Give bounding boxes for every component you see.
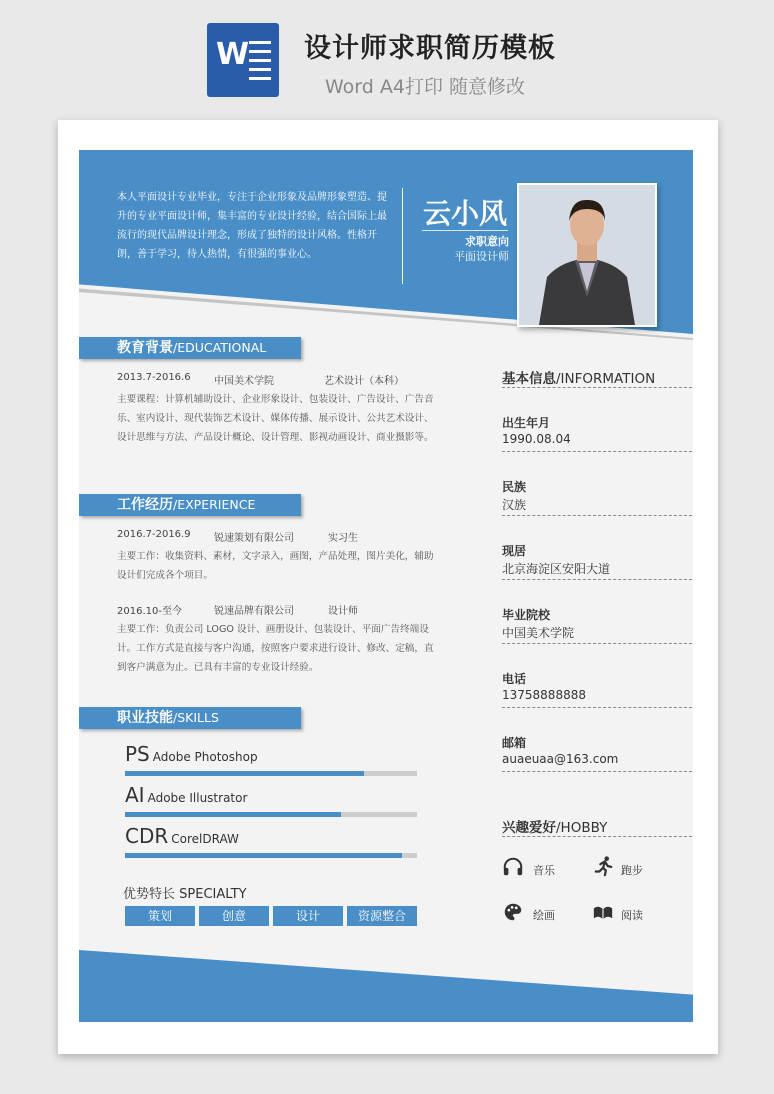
skill-bar bbox=[125, 812, 417, 817]
experience-role: 设计师 bbox=[328, 606, 358, 617]
hobby-label: 阅读 bbox=[621, 909, 643, 922]
skill-item bbox=[125, 783, 247, 807]
bottom-banner bbox=[79, 950, 693, 1022]
resume-canvas bbox=[79, 150, 693, 1022]
resume-paper bbox=[58, 120, 718, 1054]
education-courses: 主要课程：计算机辅助设计、企业形象设计、包装设计、广告设计、广告音乐、室内设计、现代装饰艺术设计、媒体传播、展示设计、公共艺术设计、设计思维与方法、产品设计概论、设计管理、影视动画设计、商业摄影等。 bbox=[117, 394, 434, 443]
template-title: 设计师求职简历模板 bbox=[304, 33, 556, 64]
info-label: 出生年月 bbox=[502, 416, 551, 430]
experience-period: 2016.10-至今 bbox=[117, 606, 182, 617]
experience-company: 锐速品牌有限公司 bbox=[214, 606, 294, 617]
info-label: 邮箱 bbox=[502, 736, 527, 750]
skill-name: Adobe Illustrator bbox=[147, 791, 248, 805]
skills-header: 职业技能/SKILLS bbox=[79, 707, 301, 729]
experience-row bbox=[117, 529, 358, 544]
job-intent-value: 平面设计师 bbox=[454, 250, 509, 263]
specialty-tag: 设计 bbox=[273, 906, 343, 926]
info-label: 民族 bbox=[502, 480, 527, 494]
hobby-label: 绘画 bbox=[533, 909, 555, 922]
experience-period: 2016.7-2016.9 bbox=[117, 529, 191, 540]
info-label: 电话 bbox=[502, 672, 527, 686]
education-major: 艺术设计（本科） bbox=[324, 376, 404, 387]
experience-company: 锐速策划有限公司 bbox=[214, 533, 294, 544]
info-value: 13758888888 bbox=[502, 688, 586, 702]
specialty-title: 优势特长 SPECIALTY bbox=[123, 887, 247, 902]
skill-abbr: PS bbox=[125, 742, 150, 766]
info-value: 北京海淀区安阳大道 bbox=[502, 562, 611, 576]
template-subtitle: Word A4打印 随意修改 bbox=[325, 76, 526, 98]
experience-row bbox=[117, 602, 358, 617]
self-introduction: 本人平面设计专业毕业，专注于企业形象及品牌形象塑造、提升的专业平面设计师，集丰富的专业设计经验，结合国际上最流行的现代品牌设计理念，形成了独特的设计风格。性格开朗，善于学习，待人热情，有很强的事业心。 bbox=[117, 192, 387, 260]
info-value: 中国美术学院 bbox=[502, 626, 575, 640]
skill-bar bbox=[125, 771, 417, 776]
specialty-tag: 策划 bbox=[125, 906, 195, 926]
word-icon bbox=[207, 23, 279, 97]
education-school: 中国美术学院 bbox=[214, 376, 274, 387]
skill-abbr: CDR bbox=[125, 824, 169, 848]
specialty-tag: 创意 bbox=[199, 906, 269, 926]
running-icon bbox=[593, 855, 615, 877]
education-header: 教育背景/EDUCATIONAL bbox=[79, 337, 301, 359]
experience-desc: 主要工作：收集资料、素材，文字录入，画图，产品处理，图片美化，辅助设计们完成各个项目。 bbox=[117, 551, 434, 581]
candidate-name: 云小风 bbox=[423, 197, 508, 230]
info-value: 1990.08.04 bbox=[502, 432, 571, 446]
education-row bbox=[117, 372, 404, 387]
book-icon bbox=[592, 901, 614, 923]
profile-photo bbox=[517, 183, 657, 327]
skill-name: Adobe Photoshop bbox=[152, 750, 258, 764]
skill-item bbox=[125, 824, 239, 848]
experience-header: 工作经历/EXPERIENCE bbox=[79, 494, 301, 516]
education-period: 2013.7-2016.6 bbox=[117, 372, 191, 383]
word-icon-letter: W bbox=[216, 37, 250, 72]
hobby-label: 音乐 bbox=[533, 864, 555, 877]
job-intent bbox=[439, 234, 509, 264]
hobby-header: 兴趣爱好/HOBBY bbox=[502, 820, 608, 836]
experience-role: 实习生 bbox=[328, 533, 358, 544]
info-label: 现居 bbox=[502, 544, 527, 558]
palette-icon bbox=[502, 901, 524, 923]
hobby-label: 跑步 bbox=[621, 864, 643, 877]
info-value: auaeuaa@163.com bbox=[502, 752, 619, 766]
info-label: 毕业院校 bbox=[502, 608, 551, 622]
info-header: 基本信息/INFORMATION bbox=[502, 371, 656, 387]
skill-abbr: AI bbox=[125, 783, 145, 807]
page-header bbox=[0, 0, 774, 110]
info-value: 汉族 bbox=[502, 498, 527, 512]
headphones-icon bbox=[502, 856, 524, 878]
skill-bar bbox=[125, 853, 417, 858]
skill-item bbox=[125, 742, 258, 766]
specialty-tag: 资源整合 bbox=[347, 906, 417, 926]
job-intent-label: 求职意向 bbox=[465, 235, 509, 248]
skill-name: CorelDRAW bbox=[171, 832, 239, 846]
experience-desc: 主要工作：负责公司 LOGO 设计、画册设计、包装设计、平面广告终端设计。工作方式是直接与客户沟通，按照客户要求进行设计、修改、定稿，直到客户满意为止。已具有丰富的专业设计经验。 bbox=[117, 624, 434, 673]
